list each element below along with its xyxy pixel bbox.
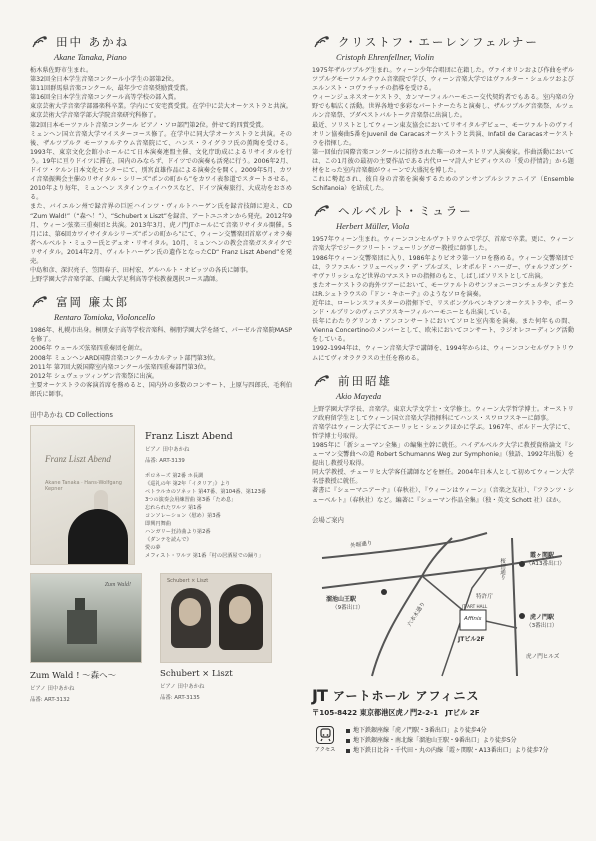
access-icon-label: アクセス bbox=[314, 746, 336, 753]
map-label: 桜田通り bbox=[499, 557, 505, 581]
cd-artist: ピアノ 田中あかね bbox=[160, 684, 205, 690]
cd-item-schubert-liszt bbox=[160, 573, 272, 703]
profile-header bbox=[312, 203, 574, 219]
map-label: 虎ノ門駅 bbox=[530, 613, 555, 621]
route-text: 地下鉄銀座線・南北線「溜池山王駅・9番出口」より徒歩5分 bbox=[353, 736, 517, 744]
bio-line: 1957年ウィーン生まれ。ウィーンコンセルヴァトリウムで学び、首席で卒業。更に、ウィーン音楽大学でジークフリート・フューリングガー教授に師事した。 bbox=[312, 236, 574, 253]
venue-address: 〒105-8422 東京都港区虎ノ門2-2-1 JTビル 2F bbox=[312, 707, 480, 717]
map-label: Affinis bbox=[464, 615, 482, 622]
flower-ornament-icon bbox=[312, 203, 332, 219]
bio-line: 1986年ウィーン交響楽団に入り、1986年よりビオラ第一ソロを務める。ウィーン交響楽団では、ラファエル・フリューベック・デ・ブルゴス、レオポルド・ハーガー、ヴォルフガング・サヴァリッシュなど世界のマエストロの指揮のもと、しばしばソリストとして出演。 bbox=[312, 254, 574, 280]
profile-subtitle: Akio Mayeda bbox=[336, 390, 382, 401]
profile-name: 田中 あかね bbox=[56, 35, 130, 49]
bio-line: 著書に『シューマニアーナ』（春秋社）、『ウィーンはウィーン』（音楽之友社）、『フランツ・シューベルト』（春秋社）など。編著に『シューマン作品全集』（独・英文 Schott 社）ほか。 bbox=[312, 487, 574, 504]
cd-cover-zumwald bbox=[30, 573, 142, 663]
map-label: （A13番出口） bbox=[526, 560, 565, 567]
profile-mueller bbox=[312, 203, 574, 362]
bio-line: 栃木県佐野市生まれ。 bbox=[30, 67, 93, 74]
flower-ornament-icon bbox=[30, 294, 50, 310]
bio-line: 近年は、ローレンスフォスターの指揮下で、リスボングルベンキアンオーケストラや、ポーランド・ルブリンのヴィニアフスキーフィルハーモニーとも出演している。 bbox=[312, 299, 574, 317]
cd-section-label: 田中あかね CD Collections bbox=[30, 411, 113, 419]
portrait-face bbox=[229, 596, 251, 624]
bio-line: 1985年に「新シューマン全集」の編集主幹に就任。ハイデルベルク大学に教授資格論文『シューマン交響曲への道 Robert Schumanns Weg zur Symphonie』（独語、1992年出版）を提出し教授号取得。 bbox=[312, 442, 574, 468]
profile-header bbox=[30, 294, 292, 310]
track: 《巡礼の年 第2年「イタリア」》より bbox=[145, 481, 231, 487]
cd-item-zumwald bbox=[30, 573, 142, 703]
bullet-icon bbox=[346, 739, 350, 743]
piano-shape bbox=[68, 509, 128, 564]
bio-line: 上野学園大学学長、音楽学。東京大学文学士・文学修士。ウィーン大学哲学博士。オーストリア政府留学生としてウィーン国立音楽大学指揮科にてハンス・スワロフスキーに師事。 bbox=[312, 405, 574, 422]
bio-line: 1975年ザルツブルグ生まれ。ウィーン少年合唱団に在籍した。ヴァイオリンおよび作曲をザルツブルグモーツァルテウム音楽院で学び、ウィーン音楽大学ではヴァルター・シュルツおよびエルンスト・コヴァチッチの指導を受ける。 bbox=[312, 67, 574, 93]
venue-name: アートホール アフィニス bbox=[332, 688, 480, 703]
profile-ehrenfellner bbox=[312, 34, 574, 193]
flower-ornament-icon bbox=[312, 373, 332, 389]
cd-featured bbox=[30, 425, 292, 565]
profile-name: ヘルベルト・ミュラー bbox=[338, 204, 473, 219]
cd-secondary-row bbox=[30, 573, 292, 703]
bio-line: ミュンヘン国立音楽大学マイスターコース修了。在学中に同大学オーケストラと共演。その後、ザルツブルク モーツァルテウム音楽院にて、ハンス・ライグラフ氏の薫陶を受ける。1993年、東京文化会館小ホールにて日本演奏連盟主催、文化庁助成によるリサイタルを行う。19年に亘りドイツに滞在、国内のみならず、ドイツでの演奏も活発に行う。2006年2月、ドイツ・ケルン日本文化センターにて、別宮貞雄作品による演奏会を開く。2009年5月、カワイ音楽振興会主催のリサイタル・シリーズ“ポンの町から”をカワイ表参道でスタートさせる。2010年より毎年、ミュンヘン スタインウェイハウスなど、ドイツ演奏旅行、大成功をおさめる。 bbox=[30, 130, 292, 202]
map-label: 特許庁 bbox=[476, 593, 493, 600]
route-item bbox=[346, 726, 549, 736]
bio-line: 主要オーケストラの客演首席を務めると、国内外の多数のコンサート、上原与四郎氏、毛利伯郎氏に師事。 bbox=[30, 381, 292, 398]
map-label: （3番出口） bbox=[526, 622, 558, 629]
jt-logo: JT bbox=[312, 685, 327, 705]
bullet-icon bbox=[346, 729, 350, 733]
cd-cover-schubert-liszt bbox=[160, 573, 272, 663]
bio-line: 1992-1994年は、ウィーン音楽大学で講師を、1994年からは、ウィーンコンセルヴァトリウムにてヴィオラクラスの主任を務める。 bbox=[312, 345, 574, 362]
bio-line: これに勢起され、彼自身の音楽を演奏するためのアンサンブルシファニイア（Ensemble Schifanoia）を結成した。 bbox=[312, 176, 574, 193]
map-label: 霞ヶ関駅 bbox=[530, 551, 555, 559]
track: 3つの演奏会用練習曲 第3番「ため息」 bbox=[145, 497, 237, 503]
bio-line: 長年にわたりグリンカ・アンコンサートにおいてソロと室内楽を演奏。また何年もの間、Vienna Concertinoのメンバーとして、欧米においてコンサート、ラジオレコーディング活動をしている。 bbox=[312, 318, 574, 344]
route-text: 地下鉄銀座線「虎ノ門駅・3番出口」より徒歩4分 bbox=[353, 726, 487, 734]
track-list bbox=[145, 472, 292, 560]
train-icon bbox=[316, 726, 334, 744]
route-text: 地下鉄日比谷・千代田・丸の内線「霞ヶ関駅・A13番出口」より徒歩7分 bbox=[353, 746, 549, 754]
bio-line: 第2回日本モーツァルト音楽コンクール ピアノ・ソロ部門第2位。併せて約四賞受賞。 bbox=[30, 121, 268, 129]
access-label: 会場ご案内 bbox=[312, 515, 344, 524]
cover-title: Zum Wald! bbox=[104, 582, 131, 588]
track: 愛の夢 bbox=[145, 545, 161, 551]
track: ハンガリー狂詩曲より第2番 bbox=[145, 529, 211, 535]
bio-line: 2008年 ミュンヘンARD国際音楽コンクールカルテット部門第3位。 bbox=[30, 354, 220, 362]
cd-number: 品番: ART-3139 bbox=[145, 458, 185, 464]
bio-line: 2011年 第7回大阪国際室内楽コンクール弦楽四重奏部門第3位。 bbox=[30, 363, 211, 371]
bio-line: 東京芸術大学音楽学部器楽科卒業。学内にて安宅賞受賞。在学中に芸大オーケストラと共演。東京芸術大学音楽学部大学院音楽研究科修了。 bbox=[30, 103, 292, 120]
track: ペトラルカのソネット 第47番、第104番、第123番 bbox=[145, 489, 267, 495]
bio-line: 第11回群馬県音楽コンクール、最年少で音楽奨励賞受賞。 bbox=[30, 85, 192, 93]
profile-bio bbox=[312, 405, 574, 505]
venue-map bbox=[312, 528, 574, 678]
track: 忘れられたワルツ 第1番 bbox=[145, 505, 202, 511]
profile-subtitle: Rentaro Tomioka, Violoncello bbox=[54, 312, 155, 323]
profile-name: 富岡 廉太郎 bbox=[56, 295, 130, 310]
route-item bbox=[346, 746, 549, 756]
cd-number: 品番: ART-3135 bbox=[160, 695, 200, 701]
profile-bio bbox=[30, 66, 292, 284]
bio-line: 2006年 ウェールズ弦楽四重奏団を創立。 bbox=[30, 345, 147, 353]
track: 即興円舞曲 bbox=[145, 521, 171, 527]
profile-subtitle: Akane Tanaka, Piano bbox=[54, 52, 127, 62]
map-label: 外堀通り bbox=[349, 540, 373, 550]
venue-header bbox=[312, 686, 574, 705]
cover-subtitle: Akane Tanaka · Hans-Wolfgang Kepner bbox=[45, 480, 122, 492]
profile-name: クリストフ・エーレンフェルナー bbox=[338, 35, 539, 49]
profile-subtitle: Cristoph Ehrenfellner, Violin bbox=[336, 52, 434, 62]
map-label: 虎ノ門ヒルズ bbox=[526, 653, 560, 660]
profile-bio bbox=[312, 235, 574, 362]
bio-line: 同大学教授、チューリヒ大学客任講師などを歴任。2004年日本人として初めてウィーン大学名誉教授に就任。 bbox=[312, 469, 574, 486]
map-label: （9番出口） bbox=[332, 604, 364, 611]
bio-line: 上野学園大学音楽学部、白鷗大学足利高等学校教養選択コース講師。 bbox=[30, 276, 222, 284]
access-info bbox=[312, 726, 574, 756]
portrait-face bbox=[179, 598, 201, 626]
cover-title: Franz Liszt Abend bbox=[45, 454, 111, 464]
track: メフィスト・ワルツ 第1番「村の居酒屋での踊り」 bbox=[145, 553, 264, 559]
cd-title: Zum Wald ! 〜森へ〜 bbox=[30, 671, 117, 681]
flower-ornament-icon bbox=[312, 34, 332, 50]
bio-line: また、バイエルン州で録音界の巨匠ハインツ・ヴィルトハーゲン氏を録音技師に迎え、CD “Zum Wald!”（“森へ！”）、“Schubert x Liszt”を録音、アートユニオンから発売。2012年9月、ウィーン弦楽三重奏団と共演。2013年3月、虎ノ門JTホールにて音楽リサイタル開催。5月には、第6回カワイサイタルシリーズ“ポンの町から”にて、ウィーン交響楽団首席ヴィオラ奏者ヘルベルト・ミュラー氏とデュオ・リサイタル。10月、ミュンヘンの教会音楽ガスタイクでリサイタル。2014年2月、ヴィルトハーゲン氏の遺作となったCD“ Franz Liszt Abend”を発売。 bbox=[30, 203, 292, 265]
bio-line: 第一回仙台国際音楽コンクールに招待された唯一のオーストリア人演奏家。作曲活動においては、この1月彼の最初の主要作品である古代ローマ詩人ナビディウスの「愛の抒情詩」から題材をとった室内音楽劇がウィーンで大盛況を博した。 bbox=[312, 148, 574, 175]
map-label: JTビル2F bbox=[458, 635, 485, 643]
profile-subtitle: Herbert Müller, Viola bbox=[336, 221, 410, 232]
track: ポロネーズ 第2番 ホ長調 bbox=[145, 473, 204, 479]
flower-ornament-icon bbox=[30, 34, 50, 50]
cd-artist: ピアノ 田中あかね bbox=[145, 447, 190, 453]
bio-line: ウィーンジュネスオーケストラ、カンマーフィルハーモニー交代契約者でもある。室内楽の分野でも幅広く活動。世界各地で多彩なパートナーたちと演奏し、ザルツブルグ音楽祭、ルツェルン音楽祭、ブダペストバルトーク音楽祭に出演した。 bbox=[312, 94, 574, 120]
profile-header bbox=[30, 34, 292, 50]
bio-line: またオーケストラの海外ツアーにおいて、モーツァルトのサンフォニーコンチェルタンテまたはR.シュトラウスの『ドン・キホーテ』のようなソロを演奏。 bbox=[312, 281, 574, 298]
profile-header bbox=[312, 34, 574, 50]
route-list bbox=[346, 726, 549, 756]
bio-line: 2012年 シュヴェッツィンゲン音楽祭に出演。 bbox=[30, 372, 159, 380]
cover-title: Schubert × Liszt bbox=[167, 578, 209, 584]
bio-line: 最近、ソリストとしてウィーン東友協会においてリサイタルデビュー、モーツァルトのヴァイオリン協奏曲5番をJuvenil de Caracasオーケストラと共演、Infatil de Caracasオーケストラを指揮した。 bbox=[312, 121, 574, 147]
route-item bbox=[346, 736, 549, 746]
profile-name: 前田昭雄 bbox=[338, 373, 392, 388]
bio-line: 1986年、札幌市出身。桐朋女子高等学校音楽科、桐朋学園大学を経て、パーゼル音楽院MASPを修了。 bbox=[30, 327, 292, 344]
right-column bbox=[312, 34, 574, 756]
track: 《ダンテを読んで》 bbox=[145, 537, 192, 543]
bio-line: 音楽学はウィーン大学にてエーリッヒ・シェンクほかに学ぶ。1967年、ボルドー大学にて、哲学博士号取得。 bbox=[312, 423, 574, 440]
profile-tanaka bbox=[30, 34, 292, 284]
cd-title: Franz Liszt Abend bbox=[145, 431, 233, 442]
bio-line: 第16回全日本学生音楽コンクール高等学校の部入賞。 bbox=[30, 94, 180, 102]
cd-number: 品番: ART-3132 bbox=[30, 697, 70, 703]
castle-shape bbox=[67, 610, 97, 644]
bio-line: 第32回全日本学生音楽コンクール小学生の部第2位。 bbox=[30, 76, 178, 84]
left-column bbox=[30, 34, 292, 703]
cd-title: Schubert × Liszt bbox=[160, 669, 233, 679]
cd-artist: ピアノ 田中あかね bbox=[30, 686, 75, 692]
profile-bio bbox=[30, 326, 292, 399]
access-badge bbox=[312, 726, 338, 756]
profile-bio bbox=[312, 66, 574, 193]
cd-cover-liszt bbox=[30, 425, 135, 565]
profile-tomioka bbox=[30, 294, 292, 399]
profile-header bbox=[312, 373, 574, 389]
bullet-icon bbox=[346, 749, 350, 753]
cd-info bbox=[145, 425, 292, 565]
bio-line: 中島和彦、深沢亮子、笠間春子、田村宏、ゲルハルト・オピッツの各氏に師事。 bbox=[30, 267, 252, 275]
map-label: 六本木通り bbox=[406, 600, 427, 628]
map-label: JT ART HALL bbox=[462, 603, 488, 609]
track: コンソレーション（慰め）第3番 bbox=[145, 513, 221, 519]
map-label: 溜池山王駅 bbox=[326, 595, 357, 603]
profile-mayeda bbox=[312, 373, 574, 505]
